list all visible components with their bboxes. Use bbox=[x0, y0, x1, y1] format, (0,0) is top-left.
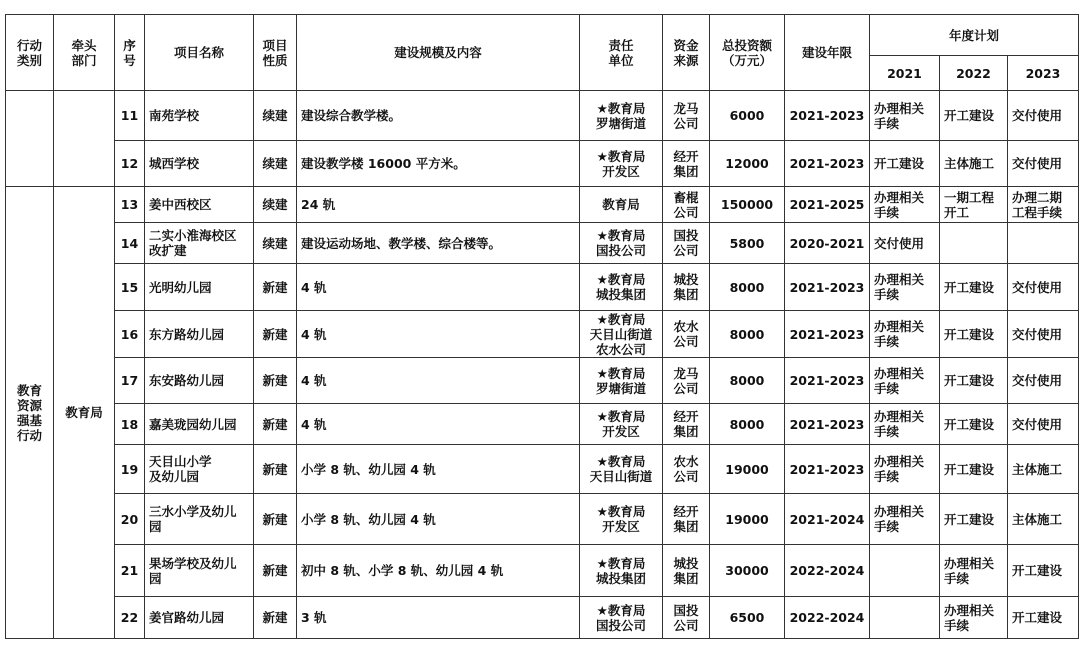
cell-plan-2022: 办理相关 手续 bbox=[940, 545, 1008, 597]
cell-project-name: 光明幼儿园 bbox=[145, 264, 254, 311]
cell-no: 11 bbox=[115, 91, 145, 141]
cell-fund-source: 农水 公司 bbox=[663, 445, 710, 494]
header-fund: 资金 来源 bbox=[663, 15, 710, 91]
cell-project-name: 城西学校 bbox=[145, 141, 254, 187]
cell-nature: 新建 bbox=[254, 264, 297, 311]
cell-investment: 12000 bbox=[710, 141, 785, 187]
cell-plan-2021 bbox=[870, 597, 940, 639]
table-row bbox=[6, 404, 1079, 445]
cell-period: 2021-2023 bbox=[785, 264, 870, 311]
cell-plan-2021: 开工建设 bbox=[870, 141, 940, 187]
cell-investment: 5800 bbox=[710, 223, 785, 264]
cell-project-name: 三水小学及幼儿 园 bbox=[145, 494, 254, 545]
cell-plan-2022: 开工建设 bbox=[940, 358, 1008, 404]
table-row bbox=[6, 445, 1079, 494]
cell-plan-2023: 交付使用 bbox=[1008, 358, 1079, 404]
cell-project-name: 南苑学校 bbox=[145, 91, 254, 141]
cell-responsible-unit: ★教育局 开发区 bbox=[580, 141, 663, 187]
cell-plan-2021: 办理相关 手续 bbox=[870, 404, 940, 445]
cell-responsible-unit: ★教育局 罗塘街道 bbox=[580, 358, 663, 404]
cell-plan-2021 bbox=[870, 545, 940, 597]
cell-project-name: 东安路幼儿园 bbox=[145, 358, 254, 404]
cell-scope: 小学 8 轨、幼儿园 4 轨 bbox=[297, 494, 580, 545]
cell-scope: 小学 8 轨、幼儿园 4 轨 bbox=[297, 445, 580, 494]
cell-plan-2022: 主体施工 bbox=[940, 141, 1008, 187]
cell-plan-2022: 一期工程 开工 bbox=[940, 187, 1008, 223]
cell-investment: 30000 bbox=[710, 545, 785, 597]
table-row bbox=[6, 141, 1079, 187]
header-period: 建设年限 bbox=[785, 15, 870, 91]
cell-fund-source: 畜棍 公司 bbox=[663, 187, 710, 223]
cell-plan-2023: 主体施工 bbox=[1008, 445, 1079, 494]
cell-responsible-unit: ★教育局 罗塘街道 bbox=[580, 91, 663, 141]
cell-no: 14 bbox=[115, 223, 145, 264]
table-row bbox=[6, 358, 1079, 404]
table-row bbox=[6, 187, 1079, 223]
header-unit: 责任 单位 bbox=[580, 15, 663, 91]
header-year-2023: 2023 bbox=[1008, 56, 1079, 91]
cell-period: 2021-2023 bbox=[785, 404, 870, 445]
project-plan-table bbox=[5, 14, 1079, 639]
cell-plan-2022: 开工建设 bbox=[940, 404, 1008, 445]
cell-project-name: 姜官路幼儿园 bbox=[145, 597, 254, 639]
cell-plan-2023: 交付使用 bbox=[1008, 404, 1079, 445]
cell-plan-2023: 交付使用 bbox=[1008, 311, 1079, 358]
cell-nature: 新建 bbox=[254, 404, 297, 445]
header-year-2022: 2022 bbox=[940, 56, 1008, 91]
cell-investment: 19000 bbox=[710, 494, 785, 545]
cell-period: 2021-2024 bbox=[785, 494, 870, 545]
cell-fund-source: 城投 集团 bbox=[663, 545, 710, 597]
cell-plan-2021: 交付使用 bbox=[870, 223, 940, 264]
cell-responsible-unit: ★教育局 城投集团 bbox=[580, 545, 663, 597]
cell-project-name: 果场学校及幼儿 园 bbox=[145, 545, 254, 597]
cell-scope: 3 轨 bbox=[297, 597, 580, 639]
cell-plan-2022: 开工建设 bbox=[940, 264, 1008, 311]
cell-investment: 19000 bbox=[710, 445, 785, 494]
cell-scope: 4 轨 bbox=[297, 264, 580, 311]
cell-plan-2021: 办理相关 手续 bbox=[870, 264, 940, 311]
cell-period: 2021-2025 bbox=[785, 187, 870, 223]
cell-scope: 建设综合教学楼。 bbox=[297, 91, 580, 141]
cell-plan-2022: 开工建设 bbox=[940, 91, 1008, 141]
cell-period: 2022-2024 bbox=[785, 545, 870, 597]
cell-scope: 建设教学楼 16000 平方米。 bbox=[297, 141, 580, 187]
cell-responsible-unit: ★教育局 城投集团 bbox=[580, 264, 663, 311]
cell-plan-2023: 开工建设 bbox=[1008, 597, 1079, 639]
table-row bbox=[6, 223, 1079, 264]
cell-nature: 续建 bbox=[254, 223, 297, 264]
cell-plan-2023: 主体施工 bbox=[1008, 494, 1079, 545]
cell-category: 教育 资源 强基 行动 bbox=[6, 187, 54, 639]
cell-investment: 6500 bbox=[710, 597, 785, 639]
cell-period: 2022-2024 bbox=[785, 597, 870, 639]
cell-nature: 新建 bbox=[254, 545, 297, 597]
cell-period: 2021-2023 bbox=[785, 141, 870, 187]
header-invest: 总投资额 （万元） bbox=[710, 15, 785, 91]
cell-dept: 教育局 bbox=[54, 187, 115, 639]
header-no: 序 号 bbox=[115, 15, 145, 91]
cell-fund-source: 经开 集团 bbox=[663, 404, 710, 445]
cell-plan-2023 bbox=[1008, 223, 1079, 264]
cell-scope: 4 轨 bbox=[297, 311, 580, 358]
cell-project-name: 二实小淮海校区 改扩建 bbox=[145, 223, 254, 264]
table-row bbox=[6, 91, 1079, 141]
cell-dept-empty bbox=[54, 91, 115, 187]
cell-investment: 6000 bbox=[710, 91, 785, 141]
header-nature: 项目 性质 bbox=[254, 15, 297, 91]
cell-plan-2023: 交付使用 bbox=[1008, 264, 1079, 311]
header-dept: 牵头 部门 bbox=[54, 15, 115, 91]
cell-project-name: 天目山小学 及幼儿园 bbox=[145, 445, 254, 494]
cell-responsible-unit: 教育局 bbox=[580, 187, 663, 223]
cell-fund-source: 城投 集团 bbox=[663, 264, 710, 311]
cell-fund-source: 经开 集团 bbox=[663, 494, 710, 545]
cell-project-name: 东方路幼儿园 bbox=[145, 311, 254, 358]
table-row bbox=[6, 545, 1079, 597]
cell-no: 19 bbox=[115, 445, 145, 494]
cell-plan-2022 bbox=[940, 223, 1008, 264]
cell-responsible-unit: ★教育局 国投公司 bbox=[580, 223, 663, 264]
cell-project-name: 姜中西校区 bbox=[145, 187, 254, 223]
cell-no: 17 bbox=[115, 358, 145, 404]
cell-scope: 建设运动场地、教学楼、综合楼等。 bbox=[297, 223, 580, 264]
table-row bbox=[6, 264, 1079, 311]
cell-no: 22 bbox=[115, 597, 145, 639]
cell-fund-source: 国投 公司 bbox=[663, 597, 710, 639]
cell-no: 21 bbox=[115, 545, 145, 597]
cell-no: 18 bbox=[115, 404, 145, 445]
cell-period: 2021-2023 bbox=[785, 91, 870, 141]
cell-plan-2021: 办理相关 手续 bbox=[870, 187, 940, 223]
cell-no: 13 bbox=[115, 187, 145, 223]
header-category: 行动 类别 bbox=[6, 15, 54, 91]
cell-responsible-unit: ★教育局 天目山街道 bbox=[580, 445, 663, 494]
cell-nature: 续建 bbox=[254, 187, 297, 223]
cell-plan-2023: 开工建设 bbox=[1008, 545, 1079, 597]
cell-fund-source: 农水 公司 bbox=[663, 311, 710, 358]
cell-period: 2021-2023 bbox=[785, 445, 870, 494]
cell-no: 20 bbox=[115, 494, 145, 545]
cell-plan-2021: 办理相关 手续 bbox=[870, 445, 940, 494]
header-year-2021: 2021 bbox=[870, 56, 940, 91]
cell-scope: 4 轨 bbox=[297, 358, 580, 404]
cell-plan-2022: 办理相关 手续 bbox=[940, 597, 1008, 639]
cell-investment: 150000 bbox=[710, 187, 785, 223]
cell-nature: 新建 bbox=[254, 358, 297, 404]
cell-responsible-unit: ★教育局 开发区 bbox=[580, 494, 663, 545]
table-row bbox=[6, 494, 1079, 545]
cell-nature: 新建 bbox=[254, 445, 297, 494]
cell-responsible-unit: ★教育局 开发区 bbox=[580, 404, 663, 445]
cell-fund-source: 国投 公司 bbox=[663, 223, 710, 264]
cell-investment: 8000 bbox=[710, 264, 785, 311]
cell-nature: 续建 bbox=[254, 141, 297, 187]
header-name: 项目名称 bbox=[145, 15, 254, 91]
cell-nature: 新建 bbox=[254, 311, 297, 358]
cell-period: 2020-2021 bbox=[785, 223, 870, 264]
cell-plan-2021: 办理相关 手续 bbox=[870, 494, 940, 545]
cell-plan-2023: 办理二期 工程手续 bbox=[1008, 187, 1079, 223]
cell-category-empty bbox=[6, 91, 54, 187]
cell-investment: 8000 bbox=[710, 311, 785, 358]
table-row bbox=[6, 597, 1079, 639]
cell-period: 2021-2023 bbox=[785, 311, 870, 358]
cell-nature: 新建 bbox=[254, 494, 297, 545]
cell-no: 12 bbox=[115, 141, 145, 187]
cell-investment: 8000 bbox=[710, 404, 785, 445]
cell-nature: 续建 bbox=[254, 91, 297, 141]
cell-plan-2021: 办理相关 手续 bbox=[870, 358, 940, 404]
cell-responsible-unit: ★教育局 天目山街道 农水公司 bbox=[580, 311, 663, 358]
cell-fund-source: 经开 集团 bbox=[663, 141, 710, 187]
cell-plan-2021: 办理相关 手续 bbox=[870, 311, 940, 358]
cell-plan-2021: 办理相关 手续 bbox=[870, 91, 940, 141]
cell-scope: 初中 8 轨、小学 8 轨、幼儿园 4 轨 bbox=[297, 545, 580, 597]
cell-no: 15 bbox=[115, 264, 145, 311]
cell-scope: 4 轨 bbox=[297, 404, 580, 445]
cell-responsible-unit: ★教育局 国投公司 bbox=[580, 597, 663, 639]
cell-plan-2022: 开工建设 bbox=[940, 445, 1008, 494]
header-plan: 年度计划 bbox=[870, 15, 1079, 56]
cell-period: 2021-2023 bbox=[785, 358, 870, 404]
table-row bbox=[6, 311, 1079, 358]
cell-fund-source: 龙马 公司 bbox=[663, 91, 710, 141]
header-scope: 建设规模及内容 bbox=[297, 15, 580, 91]
cell-plan-2023: 交付使用 bbox=[1008, 91, 1079, 141]
cell-plan-2022: 开工建设 bbox=[940, 494, 1008, 545]
cell-fund-source: 龙马 公司 bbox=[663, 358, 710, 404]
cell-investment: 8000 bbox=[710, 358, 785, 404]
cell-plan-2023: 交付使用 bbox=[1008, 141, 1079, 187]
cell-plan-2022: 开工建设 bbox=[940, 311, 1008, 358]
cell-nature: 新建 bbox=[254, 597, 297, 639]
cell-project-name: 嘉美珑园幼儿园 bbox=[145, 404, 254, 445]
cell-no: 16 bbox=[115, 311, 145, 358]
cell-scope: 24 轨 bbox=[297, 187, 580, 223]
